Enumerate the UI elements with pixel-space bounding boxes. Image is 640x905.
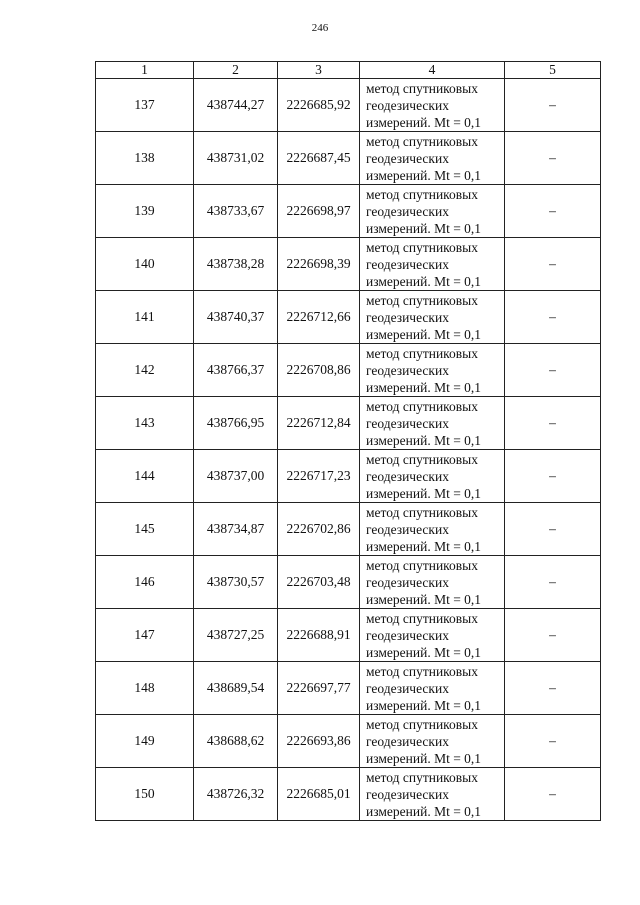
method-line: геодезических <box>366 521 449 537</box>
method-line: метод спутниковых <box>366 504 478 520</box>
method-line: метод спутниковых <box>366 133 478 149</box>
method-line: геодезических <box>366 415 449 431</box>
table-row <box>96 662 601 715</box>
x-coordinate-cell: 438766,37 <box>194 344 278 397</box>
y-coordinate-cell: 2226698,97 <box>278 185 360 238</box>
note-cell: – <box>505 556 601 609</box>
method-cell <box>360 450 505 503</box>
y-coordinate-cell: 2226693,86 <box>278 715 360 768</box>
header-col-4: 4 <box>360 62 505 79</box>
method-line: метод спутниковых <box>366 398 478 414</box>
page-number: 246 <box>311 22 329 34</box>
table-row <box>96 450 601 503</box>
method-line: измерений. Mt = 0,1 <box>366 485 482 501</box>
method-cell <box>360 344 505 397</box>
table-row <box>96 291 601 344</box>
y-coordinate-cell: 2226688,91 <box>278 609 360 662</box>
header-col-1: 1 <box>96 62 194 79</box>
method-cell <box>360 238 505 291</box>
method-line: метод спутниковых <box>366 663 478 679</box>
x-coordinate-cell: 438688,62 <box>194 715 278 768</box>
method-line: метод спутниковых <box>366 610 478 626</box>
x-coordinate-cell: 438734,87 <box>194 503 278 556</box>
x-coordinate-cell: 438737,00 <box>194 450 278 503</box>
table-row <box>96 609 601 662</box>
method-cell <box>360 79 505 132</box>
method-line: метод спутниковых <box>366 345 478 361</box>
method-line: измерений. Mt = 0,1 <box>366 803 482 819</box>
method-cell <box>360 503 505 556</box>
method-line: геодезических <box>366 680 449 696</box>
method-line: измерений. Mt = 0,1 <box>366 167 482 183</box>
point-number-cell: 137 <box>96 79 194 132</box>
y-coordinate-cell: 2226702,86 <box>278 503 360 556</box>
method-line: измерений. Mt = 0,1 <box>366 697 482 713</box>
header-col-3: 3 <box>278 62 360 79</box>
note-cell: – <box>505 662 601 715</box>
y-coordinate-cell: 2226712,84 <box>278 397 360 450</box>
note-cell: – <box>505 609 601 662</box>
note-cell: – <box>505 291 601 344</box>
method-line: измерений. Mt = 0,1 <box>366 379 482 395</box>
note-cell: – <box>505 238 601 291</box>
method-line: измерений. Mt = 0,1 <box>366 220 482 236</box>
method-line: геодезических <box>366 150 449 166</box>
table-row <box>96 238 601 291</box>
y-coordinate-cell: 2226687,45 <box>278 132 360 185</box>
y-coordinate-cell: 2226698,39 <box>278 238 360 291</box>
y-coordinate-cell: 2226712,66 <box>278 291 360 344</box>
x-coordinate-cell: 438744,27 <box>194 79 278 132</box>
note-cell: – <box>505 450 601 503</box>
table-row <box>96 503 601 556</box>
method-line: метод спутниковых <box>366 80 478 96</box>
table-body <box>96 79 601 821</box>
y-coordinate-cell: 2226703,48 <box>278 556 360 609</box>
note-cell: – <box>505 503 601 556</box>
point-number-cell: 147 <box>96 609 194 662</box>
method-line: измерений. Mt = 0,1 <box>366 273 482 289</box>
y-coordinate-cell: 2226708,86 <box>278 344 360 397</box>
point-number-cell: 150 <box>96 768 194 821</box>
header-col-2: 2 <box>194 62 278 79</box>
x-coordinate-cell: 438738,28 <box>194 238 278 291</box>
table-row <box>96 79 601 132</box>
table-row <box>96 397 601 450</box>
table-row <box>96 185 601 238</box>
point-number-cell: 140 <box>96 238 194 291</box>
point-number-cell: 144 <box>96 450 194 503</box>
table-row <box>96 715 601 768</box>
table-header-row <box>96 62 601 79</box>
method-cell <box>360 768 505 821</box>
x-coordinate-cell: 438726,32 <box>194 768 278 821</box>
x-coordinate-cell: 438689,54 <box>194 662 278 715</box>
header-col-5: 5 <box>505 62 601 79</box>
point-number-cell: 148 <box>96 662 194 715</box>
note-cell: – <box>505 397 601 450</box>
note-cell: – <box>505 79 601 132</box>
method-cell <box>360 715 505 768</box>
table-row <box>96 132 601 185</box>
method-line: метод спутниковых <box>366 451 478 467</box>
method-cell <box>360 556 505 609</box>
method-cell <box>360 291 505 344</box>
point-number-cell: 141 <box>96 291 194 344</box>
table-row <box>96 556 601 609</box>
method-line: геодезических <box>366 256 449 272</box>
point-number-cell: 142 <box>96 344 194 397</box>
method-cell <box>360 609 505 662</box>
coordinates-table <box>95 61 601 821</box>
method-line: геодезических <box>366 468 449 484</box>
method-line: измерений. Mt = 0,1 <box>366 750 482 766</box>
note-cell: – <box>505 344 601 397</box>
method-line: метод спутниковых <box>366 186 478 202</box>
note-cell: – <box>505 715 601 768</box>
point-number-cell: 143 <box>96 397 194 450</box>
y-coordinate-cell: 2226685,92 <box>278 79 360 132</box>
x-coordinate-cell: 438730,57 <box>194 556 278 609</box>
method-line: геодезических <box>366 362 449 378</box>
method-line: измерений. Mt = 0,1 <box>366 644 482 660</box>
method-line: измерений. Mt = 0,1 <box>366 432 482 448</box>
method-line: геодезических <box>366 786 449 802</box>
point-number-cell: 138 <box>96 132 194 185</box>
method-cell <box>360 185 505 238</box>
method-line: геодезических <box>366 574 449 590</box>
x-coordinate-cell: 438740,37 <box>194 291 278 344</box>
note-cell: – <box>505 768 601 821</box>
table-row <box>96 768 601 821</box>
method-line: геодезических <box>366 733 449 749</box>
method-line: метод спутниковых <box>366 769 478 785</box>
point-number-cell: 149 <box>96 715 194 768</box>
y-coordinate-cell: 2226685,01 <box>278 768 360 821</box>
method-line: геодезических <box>366 627 449 643</box>
x-coordinate-cell: 438766,95 <box>194 397 278 450</box>
point-number-cell: 146 <box>96 556 194 609</box>
note-cell: – <box>505 185 601 238</box>
method-line: метод спутниковых <box>366 292 478 308</box>
x-coordinate-cell: 438727,25 <box>194 609 278 662</box>
method-line: геодезических <box>366 97 449 113</box>
method-line: геодезических <box>366 203 449 219</box>
y-coordinate-cell: 2226697,77 <box>278 662 360 715</box>
point-number-cell: 139 <box>96 185 194 238</box>
method-line: измерений. Mt = 0,1 <box>366 326 482 342</box>
method-line: измерений. Mt = 0,1 <box>366 591 482 607</box>
method-line: измерений. Mt = 0,1 <box>366 114 482 130</box>
point-number-cell: 145 <box>96 503 194 556</box>
y-coordinate-cell: 2226717,23 <box>278 450 360 503</box>
method-line: измерений. Mt = 0,1 <box>366 538 482 554</box>
method-line: геодезических <box>366 309 449 325</box>
method-cell <box>360 132 505 185</box>
method-cell <box>360 397 505 450</box>
x-coordinate-cell: 438731,02 <box>194 132 278 185</box>
method-line: метод спутниковых <box>366 716 478 732</box>
note-cell: – <box>505 132 601 185</box>
method-cell <box>360 662 505 715</box>
table-row <box>96 344 601 397</box>
x-coordinate-cell: 438733,67 <box>194 185 278 238</box>
method-line: метод спутниковых <box>366 557 478 573</box>
method-line: метод спутниковых <box>366 239 478 255</box>
